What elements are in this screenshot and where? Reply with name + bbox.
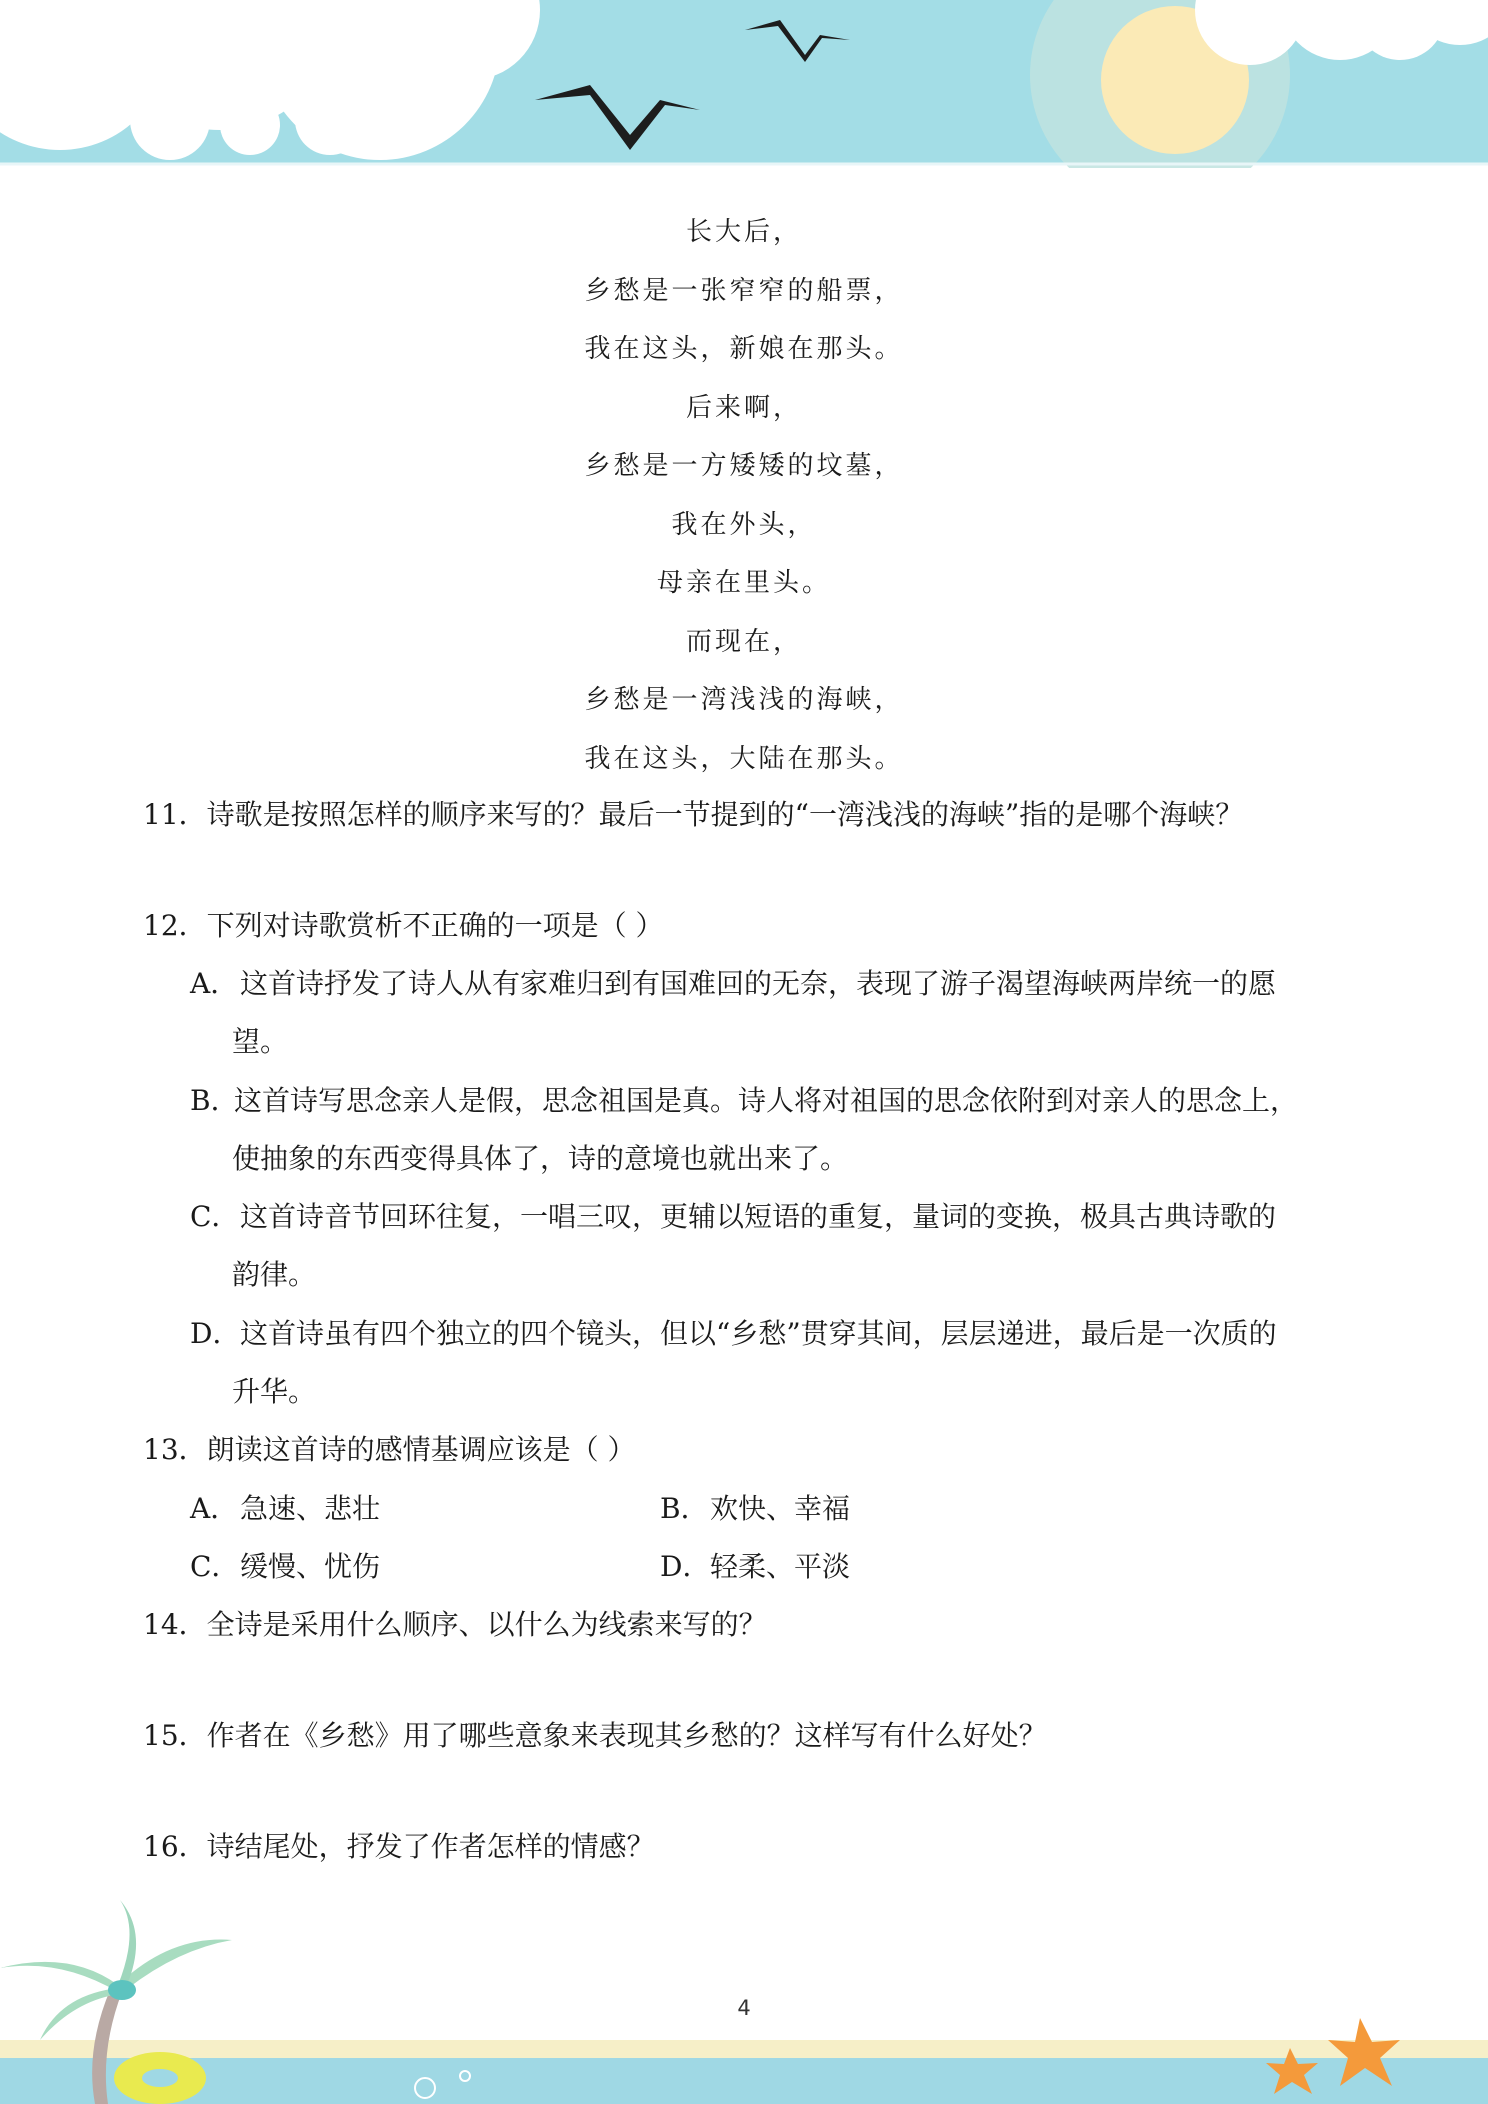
option-text: 这首诗写思念亲人是假，思念祖国是真。诗人将对祖国的思念依附到对亲人的思念上，	[234, 1084, 1299, 1117]
option-letter: D．	[190, 1317, 241, 1350]
option-c	[190, 1547, 380, 1587]
question-text: 全诗是采用什么顺序、以什么为线索来写的？	[206, 1608, 767, 1641]
option-letter: A．	[190, 1492, 239, 1525]
option-a	[190, 964, 1276, 1004]
question-14	[143, 1605, 767, 1645]
option-b	[660, 1489, 850, 1529]
option-text: 这首诗抒发了诗人从有家难归到有国难回的无奈，表现了游子渴望海峡两岸统一的愿	[240, 967, 1277, 1000]
question-16	[143, 1827, 655, 1867]
question-text: 作者在《乡愁》用了哪些意象来表现其乡愁的？这样写有什么好处？	[206, 1719, 1047, 1752]
poem-line: 乡愁是一湾浅浅的海峡，	[584, 685, 904, 715]
question-text: 下列对诗歌赏析不正确的一项是（ ）	[206, 909, 664, 942]
poem-line: 母亲在里头。	[656, 568, 831, 598]
question-12	[143, 906, 664, 946]
option-b-continued: 使抽象的东西变得具体了，诗的意境也就出来了。	[232, 1142, 849, 1175]
option-letter: C．	[190, 1550, 240, 1583]
question-text: 诗歌是按照怎样的顺序来写的？最后一节提到的“一湾浅浅的海峡”指的是哪个海峡？	[206, 798, 1244, 831]
poem-excerpt	[0, 208, 1488, 793]
question-number: 14．	[143, 1608, 207, 1641]
option-letter: B．	[660, 1492, 709, 1525]
option-letter: C．	[190, 1200, 240, 1233]
option-d-continued: 升华。	[232, 1375, 317, 1408]
option-text: 这首诗音节回环往复，一唱三叹，更辅以短语的重复，量词的变换，极具古典诗歌的	[240, 1200, 1277, 1233]
option-text: 轻柔、平淡	[710, 1550, 851, 1583]
option-c	[190, 1197, 1276, 1237]
question-number: 15．	[143, 1719, 207, 1752]
question-number: 11．	[143, 798, 207, 831]
option-b	[190, 1081, 1298, 1121]
question-number: 13．	[143, 1433, 207, 1466]
swim-ring-icon	[114, 2052, 206, 2104]
header-sky-banner	[0, 0, 1488, 168]
poem-line: 长大后，	[685, 217, 802, 247]
option-d	[190, 1314, 1277, 1354]
question-text: 诗结尾处，抒发了作者怎样的情感？	[206, 1830, 655, 1863]
option-a-continued: 望。	[232, 1025, 289, 1058]
poem-line: 乡愁是一方矮矮的坟墓，	[584, 451, 904, 481]
question-text: 朗读这首诗的感情基调应该是（ ）	[206, 1433, 636, 1466]
poem-line: 我在外头，	[671, 509, 817, 540]
question-number: 12．	[143, 909, 207, 942]
option-a	[190, 1489, 380, 1529]
option-text: 这首诗虽有四个独立的四个镜头，但以“乡愁”贯穿其间，层层递进，最后是一次质的	[240, 1317, 1277, 1350]
poem-line: 而现在，	[685, 626, 802, 657]
option-text: 欢快、幸福	[710, 1492, 851, 1525]
option-c-continued: 韵律。	[232, 1258, 317, 1291]
poem-line: 我在这头，新娘在那头。	[584, 334, 904, 364]
poem-line: 后来啊，	[685, 392, 802, 423]
option-text: 缓慢、忧伤	[240, 1550, 381, 1583]
poem-line: 乡愁是一张窄窄的船票，	[584, 275, 904, 306]
option-letter: A．	[190, 967, 239, 1000]
option-d	[660, 1547, 850, 1587]
option-letter: B．	[190, 1084, 239, 1117]
question-number: 16．	[143, 1830, 207, 1863]
question-13	[143, 1430, 636, 1470]
option-letter: D．	[660, 1550, 711, 1583]
page-number: 4	[737, 1996, 751, 2020]
poem-line: 我在这头，大陆在那头。	[584, 743, 904, 774]
question-11	[143, 795, 1243, 835]
question-15	[143, 1716, 1047, 1756]
option-text: 急速、悲壮	[240, 1492, 381, 1525]
